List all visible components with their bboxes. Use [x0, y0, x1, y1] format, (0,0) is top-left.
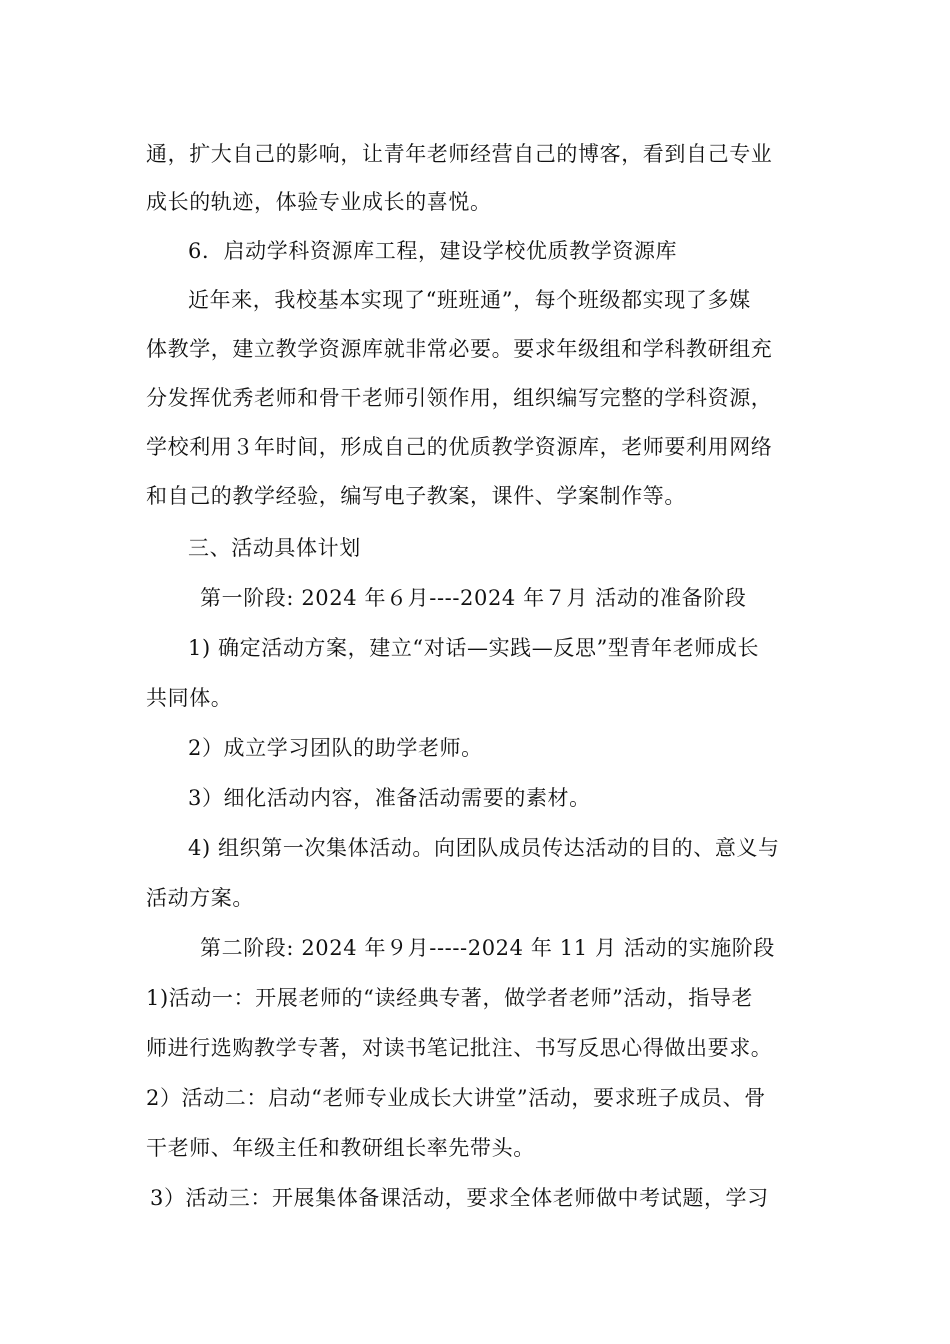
list-item: 3）细化活动内容，准备活动需要的素材。	[188, 786, 591, 810]
paragraph-line: 通，扩大自己的影响，让青年老师经营自己的博客，看到自己专业	[146, 142, 773, 166]
section-heading: 三、活动具体计划	[188, 536, 361, 560]
list-item: 4) 组织第一次集体活动。向团队成员传达活动的目的、意义与	[188, 836, 780, 860]
paragraph-line: 成长的轨迹，体验专业成长的喜悦。	[146, 190, 492, 214]
list-item-continuation: 干老师、年级主任和教研组长率先带头。	[146, 1136, 535, 1160]
phase-heading: 第二阶段: 2024 年９月-----2024 年 11 月 活动的实施阶段	[200, 936, 776, 960]
paragraph-line: 体教学，建立教学资源库就非常必要。要求年级组和学科教研组充	[146, 337, 773, 361]
list-item: 1)活动一：开展老师的“读经典专著，做学者老师”活动，指导老	[146, 986, 754, 1010]
section-heading: 6．启动学科资源库工程，建设学校优质教学资源库	[188, 239, 678, 263]
paragraph-line: 近年来，我校基本实现了“班班通”，每个班级都实现了多媒	[188, 288, 751, 312]
list-item-continuation: 共同体。	[146, 686, 233, 710]
list-item: 2）成立学习团队的助学老师。	[188, 736, 483, 760]
phase-heading: 第一阶段: 2024 年６月----2024 年７月 活动的准备阶段	[200, 586, 747, 610]
paragraph-line: 分发挥优秀老师和骨干老师引领作用，组织编写完整的学科资源，	[146, 386, 773, 410]
list-item: 2）活动二：启动“老师专业成长大讲堂”活动，要求班子成员、骨	[146, 1086, 766, 1110]
paragraph-line: 和自己的教学经验，编写电子教案，课件、学案制作等。	[146, 484, 686, 508]
list-item-continuation: 活动方案。	[146, 886, 254, 910]
list-item-continuation: 师进行选购教学专著，对读书笔记批注、书写反思心得做出要求。	[146, 1036, 773, 1060]
list-item: 3）活动三：开展集体备课活动，要求全体老师做中考试题，学习	[150, 1186, 769, 1210]
paragraph-line: 学校利用３年时间，形成自己的优质教学资源库，老师要利用网络	[146, 435, 773, 459]
list-item: 1) 确定活动方案，建立“对话—实践—反思”型青年老师成长	[188, 636, 760, 660]
